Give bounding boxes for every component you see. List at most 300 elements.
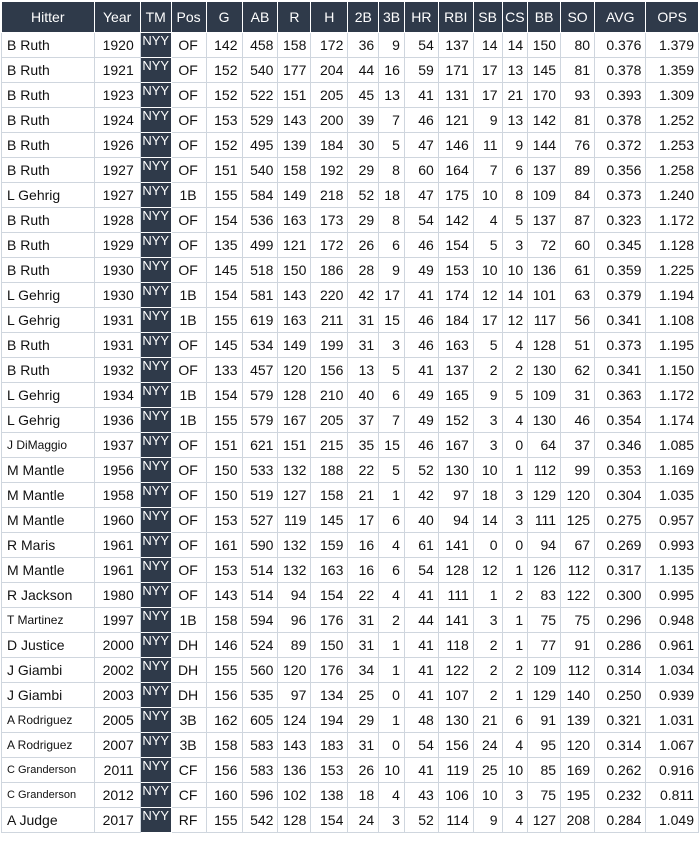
cell-r: 167	[278, 408, 311, 433]
cell-rbi: 152	[438, 408, 473, 433]
cell-tm: NYY	[140, 183, 171, 208]
cell-2b: 26	[348, 233, 379, 258]
cell-r: 97	[278, 683, 311, 708]
cell-h: 173	[311, 208, 348, 233]
cell-bb: 111	[528, 508, 561, 533]
cell-r: 102	[278, 783, 311, 808]
cell-ops: 1.359	[646, 58, 699, 83]
cell-hitter: L Gehrig	[2, 183, 95, 208]
table-body	[2, 33, 699, 833]
cell-year: 2011	[94, 758, 140, 783]
cell-hr: 47	[404, 183, 438, 208]
cell-rbi: 94	[438, 508, 473, 533]
cell-r: 124	[278, 708, 311, 733]
cell-rbi: 106	[438, 783, 473, 808]
cell-hr: 41	[404, 358, 438, 383]
cell-g: 151	[206, 433, 242, 458]
cell-ab: 527	[242, 508, 278, 533]
cell-year: 1931	[94, 308, 140, 333]
cell-pos: OF	[171, 333, 206, 358]
cell-avg: 0.304	[595, 483, 646, 508]
cell-cs: 0	[502, 433, 528, 458]
table-row	[2, 308, 699, 333]
cell-r: 120	[278, 358, 311, 383]
cell-pos: 1B	[171, 283, 206, 308]
cell-3b: 6	[379, 233, 405, 258]
cell-ab: 619	[242, 308, 278, 333]
cell-so: 31	[561, 383, 595, 408]
cell-year: 1929	[94, 233, 140, 258]
cell-rbi: 154	[438, 233, 473, 258]
cell-sb: 14	[473, 33, 502, 58]
cell-hitter: J DiMaggio	[2, 433, 95, 458]
cell-avg: 0.286	[595, 633, 646, 658]
cell-cs: 6	[502, 158, 528, 183]
cell-ab: 594	[242, 608, 278, 633]
cell-hr: 54	[404, 558, 438, 583]
cell-pos: OF	[171, 233, 206, 258]
cell-g: 158	[206, 608, 242, 633]
column-header-tm[interactable]: TM	[140, 2, 171, 33]
cell-pos: OF	[171, 483, 206, 508]
cell-bb: 129	[528, 683, 561, 708]
cell-cs: 6	[502, 708, 528, 733]
cell-year: 2000	[94, 633, 140, 658]
cell-sb: 11	[473, 133, 502, 158]
cell-3b: 3	[379, 333, 405, 358]
cell-cs: 3	[502, 483, 528, 508]
cell-avg: 0.300	[595, 583, 646, 608]
cell-avg: 0.323	[595, 208, 646, 233]
cell-2b: 40	[348, 383, 379, 408]
cell-rbi: 137	[438, 358, 473, 383]
cell-tm: NYY	[140, 283, 171, 308]
cell-so: 37	[561, 433, 595, 458]
table-row	[2, 283, 699, 308]
cell-sb: 3	[473, 408, 502, 433]
column-header-2b[interactable]: 2B	[348, 2, 379, 33]
cell-hitter: J Giambi	[2, 658, 95, 683]
cell-3b: 7	[379, 408, 405, 433]
cell-ab: 605	[242, 708, 278, 733]
cell-sb: 9	[473, 808, 502, 833]
cell-ab: 529	[242, 108, 278, 133]
cell-so: 60	[561, 233, 595, 258]
cell-ab: 590	[242, 533, 278, 558]
cell-ab: 540	[242, 58, 278, 83]
cell-hitter: C Granderson	[2, 783, 95, 808]
cell-avg: 0.378	[595, 58, 646, 83]
cell-g: 160	[206, 783, 242, 808]
column-header-g[interactable]: G	[206, 2, 242, 33]
cell-2b: 39	[348, 108, 379, 133]
cell-r: 96	[278, 608, 311, 633]
cell-cs: 10	[502, 258, 528, 283]
cell-tm: NYY	[140, 808, 171, 833]
cell-so: 61	[561, 258, 595, 283]
table-row	[2, 433, 699, 458]
cell-ops: 1.085	[646, 433, 699, 458]
cell-ab: 621	[242, 433, 278, 458]
cell-bb: 95	[528, 733, 561, 758]
cell-hitter: B Ruth	[2, 233, 95, 258]
cell-so: 46	[561, 408, 595, 433]
cell-sb: 18	[473, 483, 502, 508]
cell-year: 1937	[94, 433, 140, 458]
cell-cs: 12	[502, 308, 528, 333]
cell-hitter: T Martinez	[2, 608, 95, 633]
cell-2b: 22	[348, 458, 379, 483]
cell-year: 1956	[94, 458, 140, 483]
cell-g: 162	[206, 708, 242, 733]
cell-pos: OF	[171, 133, 206, 158]
cell-cs: 2	[502, 658, 528, 683]
column-header-so[interactable]: SO	[561, 2, 595, 33]
cell-sb: 24	[473, 733, 502, 758]
cell-tm: NYY	[140, 233, 171, 258]
cell-rbi: 184	[438, 308, 473, 333]
cell-r: 132	[278, 533, 311, 558]
cell-rbi: 128	[438, 558, 473, 583]
cell-ab: 581	[242, 283, 278, 308]
cell-cs: 21	[502, 83, 528, 108]
cell-ops: 1.225	[646, 258, 699, 283]
hitters-stats-table	[1, 1, 699, 833]
cell-so: 76	[561, 133, 595, 158]
cell-r: 151	[278, 433, 311, 458]
column-header-rbi[interactable]: RBI	[438, 2, 473, 33]
cell-avg: 0.379	[595, 283, 646, 308]
cell-2b: 30	[348, 133, 379, 158]
cell-tm: NYY	[140, 433, 171, 458]
cell-avg: 0.372	[595, 133, 646, 158]
cell-bb: 144	[528, 133, 561, 158]
table-row	[2, 458, 699, 483]
cell-tm: NYY	[140, 308, 171, 333]
cell-year: 1920	[94, 33, 140, 58]
cell-ab: 540	[242, 158, 278, 183]
cell-hitter: L Gehrig	[2, 283, 95, 308]
cell-year: 1980	[94, 583, 140, 608]
cell-year: 1934	[94, 383, 140, 408]
cell-bb: 137	[528, 158, 561, 183]
cell-r: 139	[278, 133, 311, 158]
column-header-sb[interactable]: SB	[473, 2, 502, 33]
cell-avg: 0.376	[595, 33, 646, 58]
cell-hr: 47	[404, 133, 438, 158]
cell-year: 1961	[94, 558, 140, 583]
cell-r: 149	[278, 183, 311, 208]
cell-cs: 4	[502, 408, 528, 433]
cell-ab: 583	[242, 758, 278, 783]
column-header-r[interactable]: R	[278, 2, 311, 33]
cell-hr: 61	[404, 533, 438, 558]
cell-hitter: B Ruth	[2, 33, 95, 58]
cell-ops: 1.258	[646, 158, 699, 183]
column-header-avg[interactable]: AVG	[595, 2, 646, 33]
cell-h: 210	[311, 383, 348, 408]
cell-tm: NYY	[140, 733, 171, 758]
cell-h: 183	[311, 733, 348, 758]
cell-2b: 16	[348, 533, 379, 558]
cell-avg: 0.341	[595, 308, 646, 333]
cell-avg: 0.275	[595, 508, 646, 533]
cell-h: 184	[311, 133, 348, 158]
column-header-bb[interactable]: BB	[528, 2, 561, 33]
cell-tm: NYY	[140, 208, 171, 233]
cell-avg: 0.321	[595, 708, 646, 733]
table-row	[2, 683, 699, 708]
cell-2b: 18	[348, 783, 379, 808]
cell-avg: 0.345	[595, 233, 646, 258]
cell-so: 140	[561, 683, 595, 708]
cell-hitter: A Rodriguez	[2, 708, 95, 733]
cell-hitter: B Ruth	[2, 208, 95, 233]
cell-pos: OF	[171, 108, 206, 133]
cell-3b: 5	[379, 458, 405, 483]
column-header-pos[interactable]: Pos	[171, 2, 206, 33]
cell-g: 145	[206, 333, 242, 358]
cell-ops: 1.150	[646, 358, 699, 383]
cell-pos: OF	[171, 558, 206, 583]
column-header-ab[interactable]: AB	[242, 2, 278, 33]
cell-g: 153	[206, 558, 242, 583]
cell-3b: 1	[379, 633, 405, 658]
cell-sb: 17	[473, 308, 502, 333]
table-row	[2, 758, 699, 783]
cell-sb: 10	[473, 458, 502, 483]
cell-cs: 13	[502, 58, 528, 83]
cell-pos: CF	[171, 758, 206, 783]
cell-so: 169	[561, 758, 595, 783]
cell-tm: NYY	[140, 108, 171, 133]
cell-rbi: 130	[438, 708, 473, 733]
cell-ops: 1.108	[646, 308, 699, 333]
cell-3b: 10	[379, 758, 405, 783]
column-header-3b[interactable]: 3B	[379, 2, 405, 33]
cell-year: 1960	[94, 508, 140, 533]
cell-avg: 0.269	[595, 533, 646, 558]
cell-ops: 1.135	[646, 558, 699, 583]
cell-pos: OF	[171, 433, 206, 458]
cell-bb: 170	[528, 83, 561, 108]
cell-sb: 25	[473, 758, 502, 783]
table-row	[2, 608, 699, 633]
cell-so: 208	[561, 808, 595, 833]
cell-hr: 48	[404, 708, 438, 733]
cell-h: 211	[311, 308, 348, 333]
cell-pos: DH	[171, 683, 206, 708]
cell-sb: 5	[473, 233, 502, 258]
cell-tm: NYY	[140, 58, 171, 83]
table-row	[2, 233, 699, 258]
cell-ops: 1.035	[646, 483, 699, 508]
cell-ab: 579	[242, 383, 278, 408]
column-header-cs[interactable]: CS	[502, 2, 528, 33]
cell-cs: 2	[502, 583, 528, 608]
cell-so: 87	[561, 208, 595, 233]
cell-avg: 0.346	[595, 433, 646, 458]
cell-hr: 43	[404, 783, 438, 808]
cell-2b: 35	[348, 433, 379, 458]
cell-2b: 31	[348, 733, 379, 758]
cell-avg: 0.353	[595, 458, 646, 483]
cell-year: 1936	[94, 408, 140, 433]
cell-tm: NYY	[140, 708, 171, 733]
cell-tm: NYY	[140, 658, 171, 683]
cell-h: 220	[311, 283, 348, 308]
cell-h: 154	[311, 583, 348, 608]
cell-hr: 44	[404, 608, 438, 633]
table-row	[2, 558, 699, 583]
cell-ops: 1.049	[646, 808, 699, 833]
column-header-ops[interactable]: OPS	[646, 2, 699, 33]
cell-tm: NYY	[140, 608, 171, 633]
cell-hr: 41	[404, 583, 438, 608]
cell-hitter: B Ruth	[2, 258, 95, 283]
cell-g: 155	[206, 658, 242, 683]
cell-h: 154	[311, 808, 348, 833]
cell-ops: 0.916	[646, 758, 699, 783]
cell-ab: 522	[242, 83, 278, 108]
cell-ab: 514	[242, 583, 278, 608]
cell-2b: 29	[348, 708, 379, 733]
cell-g: 152	[206, 83, 242, 108]
cell-r: 127	[278, 483, 311, 508]
cell-hr: 54	[404, 208, 438, 233]
cell-cs: 1	[502, 633, 528, 658]
cell-hr: 49	[404, 408, 438, 433]
cell-avg: 0.378	[595, 108, 646, 133]
cell-ab: 542	[242, 808, 278, 833]
cell-cs: 10	[502, 758, 528, 783]
table-row	[2, 733, 699, 758]
cell-sb: 3	[473, 433, 502, 458]
cell-h: 192	[311, 158, 348, 183]
cell-ab: 533	[242, 458, 278, 483]
table-row	[2, 183, 699, 208]
cell-cs: 14	[502, 283, 528, 308]
cell-sb: 21	[473, 708, 502, 733]
cell-2b: 24	[348, 808, 379, 833]
cell-hitter: L Gehrig	[2, 383, 95, 408]
cell-h: 218	[311, 183, 348, 208]
cell-cs: 1	[502, 683, 528, 708]
cell-2b: 31	[348, 308, 379, 333]
column-header-hitter[interactable]: Hitter	[2, 2, 95, 33]
cell-rbi: 141	[438, 533, 473, 558]
cell-2b: 25	[348, 683, 379, 708]
cell-ab: 457	[242, 358, 278, 383]
cell-h: 176	[311, 658, 348, 683]
cell-avg: 0.363	[595, 383, 646, 408]
cell-pos: OF	[171, 33, 206, 58]
table-row	[2, 408, 699, 433]
cell-ops: 0.811	[646, 783, 699, 808]
cell-rbi: 153	[438, 258, 473, 283]
cell-tm: NYY	[140, 558, 171, 583]
column-header-h[interactable]: H	[311, 2, 348, 33]
cell-g: 155	[206, 408, 242, 433]
cell-pos: OF	[171, 583, 206, 608]
cell-hitter: B Ruth	[2, 358, 95, 383]
column-header-hr[interactable]: HR	[404, 2, 438, 33]
table-row	[2, 383, 699, 408]
cell-sb: 17	[473, 83, 502, 108]
cell-hr: 41	[404, 83, 438, 108]
cell-2b: 34	[348, 658, 379, 683]
cell-3b: 15	[379, 433, 405, 458]
cell-so: 120	[561, 733, 595, 758]
cell-tm: NYY	[140, 683, 171, 708]
cell-bb: 127	[528, 808, 561, 833]
cell-pos: 3B	[171, 733, 206, 758]
cell-g: 161	[206, 533, 242, 558]
cell-ab: 518	[242, 258, 278, 283]
cell-g: 156	[206, 758, 242, 783]
cell-sb: 2	[473, 658, 502, 683]
cell-g: 145	[206, 258, 242, 283]
cell-rbi: 164	[438, 158, 473, 183]
cell-avg: 0.393	[595, 83, 646, 108]
cell-g: 135	[206, 233, 242, 258]
cell-ab: 495	[242, 133, 278, 158]
cell-tm: NYY	[140, 458, 171, 483]
cell-r: 94	[278, 583, 311, 608]
cell-g: 146	[206, 633, 242, 658]
cell-so: 63	[561, 283, 595, 308]
cell-avg: 0.354	[595, 408, 646, 433]
cell-avg: 0.373	[595, 333, 646, 358]
cell-ab: 524	[242, 633, 278, 658]
cell-3b: 7	[379, 108, 405, 133]
cell-3b: 4	[379, 533, 405, 558]
column-header-year[interactable]: Year	[94, 2, 140, 33]
cell-avg: 0.296	[595, 608, 646, 633]
cell-r: 128	[278, 808, 311, 833]
cell-cs: 3	[502, 783, 528, 808]
cell-bb: 101	[528, 283, 561, 308]
cell-year: 1923	[94, 83, 140, 108]
cell-bb: 72	[528, 233, 561, 258]
cell-r: 143	[278, 108, 311, 133]
cell-2b: 26	[348, 758, 379, 783]
cell-h: 138	[311, 783, 348, 808]
cell-g: 143	[206, 583, 242, 608]
cell-tm: NYY	[140, 333, 171, 358]
cell-year: 1927	[94, 158, 140, 183]
cell-pos: 1B	[171, 183, 206, 208]
cell-tm: NYY	[140, 633, 171, 658]
cell-h: 158	[311, 483, 348, 508]
cell-tm: NYY	[140, 33, 171, 58]
cell-r: 132	[278, 558, 311, 583]
cell-ops: 1.253	[646, 133, 699, 158]
cell-tm: NYY	[140, 383, 171, 408]
cell-year: 2002	[94, 658, 140, 683]
cell-bb: 94	[528, 533, 561, 558]
cell-tm: NYY	[140, 583, 171, 608]
cell-so: 122	[561, 583, 595, 608]
cell-h: 172	[311, 33, 348, 58]
table-row	[2, 83, 699, 108]
cell-ops: 0.948	[646, 608, 699, 633]
cell-year: 2017	[94, 808, 140, 833]
cell-bb: 75	[528, 608, 561, 633]
cell-ab: 534	[242, 333, 278, 358]
cell-3b: 17	[379, 283, 405, 308]
cell-hitter: M Mantle	[2, 508, 95, 533]
